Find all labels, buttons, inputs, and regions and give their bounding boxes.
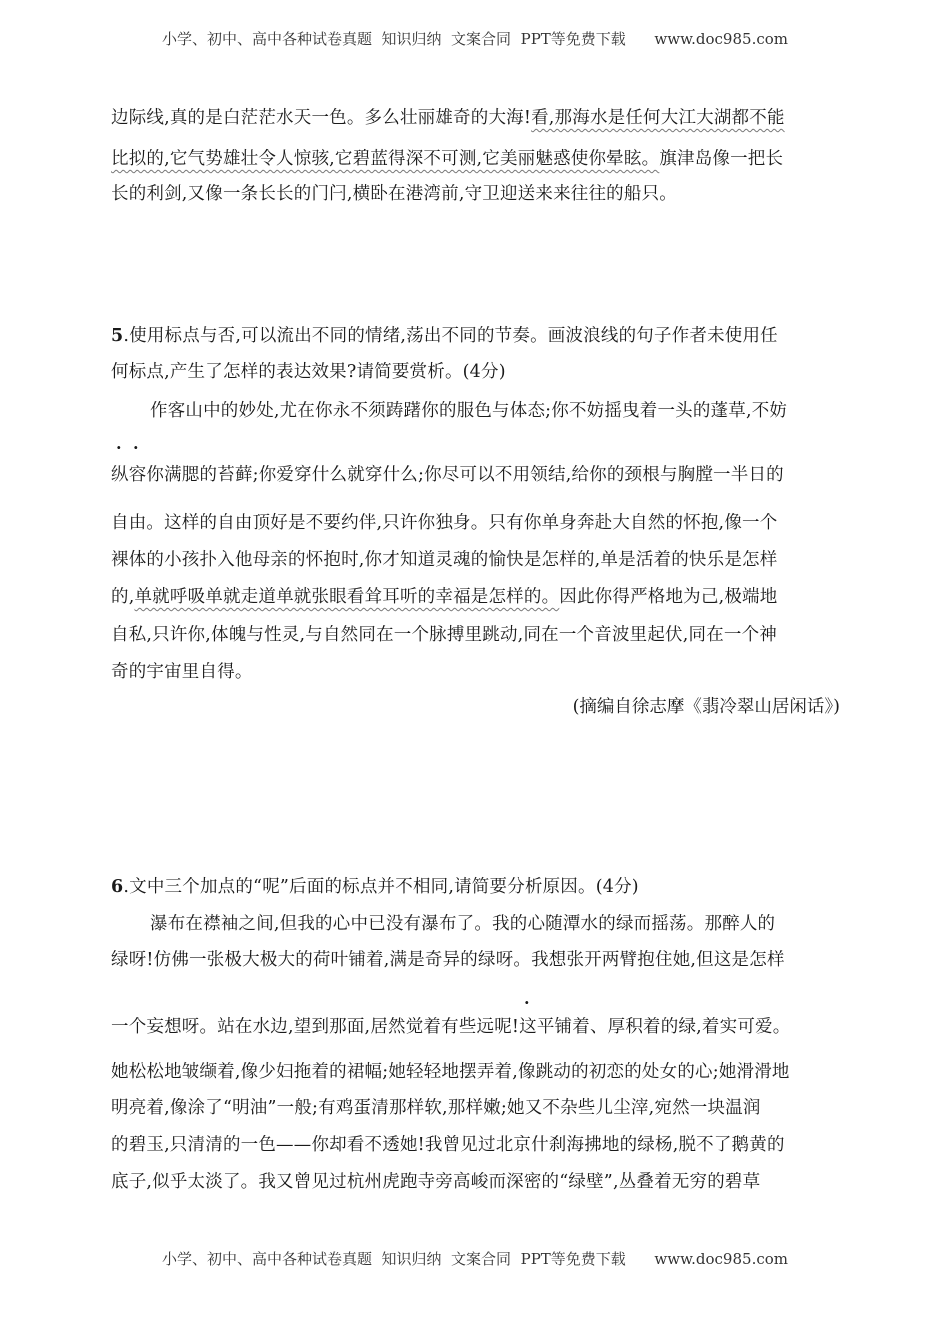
question-5-line-1	[111, 322, 778, 347]
q6-passage-line-5: 明亮着,像涂了“明油”一般;有鸡蛋清那样软,那样嫩;她又不杂些儿尘滓,宛然一块温润	[111, 1098, 761, 1118]
q5-passage-line-4: 裸体的小孩扑入他母亲的怀抱时,你才知道灵魂的愉快是怎样的,单是活着的快乐是怎样	[111, 550, 778, 570]
q6-passage-line-3: 一个妄想呀。站在水边,望到那面,居然觉着有些远呢!这平铺着、厚积着的绿,着实可爱。	[111, 1017, 791, 1037]
q5-passage-line-7: 奇的宇宙里自得。	[111, 662, 253, 682]
q5-passage-line-5-c: 因此你得严格地为己,极端地	[559, 587, 778, 607]
page-header: 小学、初中、高中各种试卷真题 知识归纳 文案合同 PPT等免费下载 www.doc985.com	[161, 30, 788, 48]
q6-passage-line-2: 绿呀!仿佛一张极大极大的荷叶铺着,满是奇异的绿呀。我想张开两臂抱住她,但这是怎样	[111, 950, 785, 970]
passage1-line-2-b: 旗津岛像一把长	[659, 149, 784, 169]
emphasis-dot: ·	[524, 993, 530, 1012]
emphasis-dot: ·	[116, 438, 122, 457]
question-5-number: 5	[111, 326, 124, 346]
q6-passage-line-7: 底子,似乎太淡了。我又曾见过杭州虎跑寺旁高峻而深密的“绿壁”,丛叠着无穷的碧草	[111, 1172, 761, 1192]
wavy-sentence-q5: 单就呼吸单就走道单就张眼看耸耳听的幸福是怎样的。	[134, 587, 560, 607]
wavy-sentence-1b: 比拟的,它气势雄壮令人惊骇,它碧蓝得深不可测,它美丽魅惑使你晕眩。	[111, 149, 660, 169]
question-5-text-1: .使用标点与否,可以流出不同的情绪,荡出不同的节奏。画波浪线的句子作者未使用任	[123, 326, 778, 346]
q5-passage-line-1: 作客山中的妙处,尤在你永不须踌躇你的服色与体态;你不妨摇曳着一头的蓬草,不妨	[150, 401, 788, 421]
q6-passage-line-4: 她松松地皱缬着,像少妇拖着的裙幅;她轻轻地摆弄着,像跳动的初恋的处女的心;她滑滑地	[111, 1062, 790, 1082]
question-6-number: 6	[111, 877, 124, 897]
q5-passage-line-6: 自私,只许你,体魄与性灵,与自然同在一个脉搏里跳动,同在一个音波里起伏,同在一个神	[111, 625, 778, 645]
q5-passage-line-5	[111, 583, 777, 608]
q6-passage-line-1: 瀑布在襟袖之间,但我的心中已没有瀑布了。我的心随潭水的绿而摇荡。那醉人的	[150, 914, 776, 934]
passage1-line-1-a: 边际线,真的是白茫茫水天一色。多么壮丽雄奇的大海!	[111, 108, 532, 128]
q6-passage-line-6: 的碧玉,只清清的一色——你却看不透她!我曾见过北京什刹海拂地的绿杨,脱不了鹅黄的	[111, 1135, 785, 1155]
question-6-text-1: .文中三个加点的“呢”后面的标点并不相同,请简要分析原因。(4分)	[123, 877, 639, 897]
q5-passage-line-2: 纵容你满腮的苔藓;你爱穿什么就穿什么;你尽可以不用领结,给你的颈根与胸膛一半日的	[111, 465, 784, 485]
passage1-line-2	[111, 145, 783, 170]
q5-passage-line-5-a: 的,	[111, 587, 135, 607]
emphasis-dot: ·	[133, 438, 139, 457]
passage1-line-1	[111, 104, 785, 129]
question-5-line-2: 何标点,产生了怎样的表达效果?请简要赏析。(4分)	[111, 362, 506, 382]
q5-passage-line-3: 自由。这样的自由顶好是不要约伴,只许你独身。只有你单身奔赴大自然的怀抱,像一个	[111, 513, 778, 533]
passage-source: (摘编自徐志摩《翡冷翠山居闲话》)	[572, 697, 840, 717]
passage1-line-3: 长的利剑,又像一条长长的门闩,横卧在港湾前,守卫迎送来来往往的船只。	[111, 184, 677, 204]
page-footer: 小学、初中、高中各种试卷真题 知识归纳 文案合同 PPT等免费下载 www.doc985.com	[161, 1250, 788, 1268]
question-6-line-1	[111, 873, 639, 898]
wavy-sentence-1a: 看,那海水是任何大江大湖都不能	[531, 108, 785, 128]
